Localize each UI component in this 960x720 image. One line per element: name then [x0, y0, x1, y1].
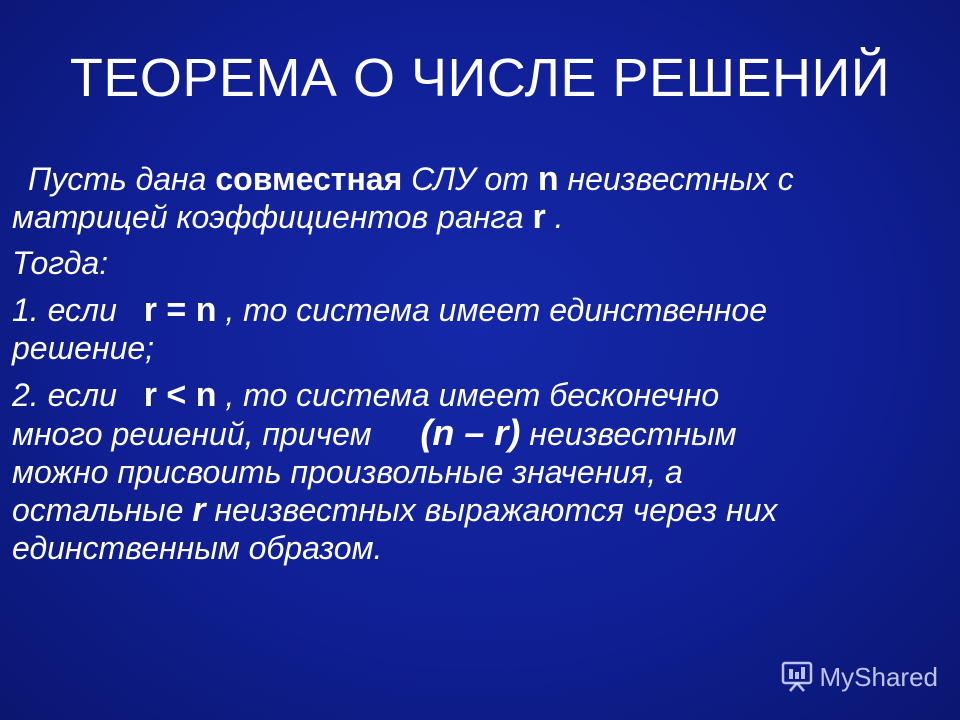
case2-text-4: можно присвоить произвольные значения, а: [12, 454, 683, 490]
intro-text-4: матрицей коэффициентов ранга: [12, 199, 533, 235]
case1-text: , то система имеет единственное: [216, 292, 767, 328]
intro-symbol-n: n: [537, 160, 559, 198]
intro-text-2: СЛУ от: [402, 161, 538, 197]
case2-text: , то система имеет бесконечно: [216, 377, 720, 413]
case2-text-5: остальные: [12, 492, 193, 528]
case1-text-2: решение;: [12, 330, 155, 366]
case1-paragraph: [12, 291, 942, 367]
case2-text-7: единственным образом.: [12, 530, 383, 566]
watermark-text: MyShared: [819, 661, 938, 692]
case2-paragraph: [12, 376, 942, 567]
case2-expression: (n – r): [420, 412, 521, 453]
then-paragraph: Тогда:: [12, 245, 109, 281]
case2-condition: r < n: [143, 376, 217, 414]
watermark-logo: [780, 660, 939, 694]
case1-prefix: 1. если: [12, 292, 126, 328]
intro-paragraph: [12, 160, 942, 236]
intro-text-5: .: [545, 199, 564, 235]
intro-text-3: неизвестных с: [558, 161, 794, 197]
intro-symbol-r: r: [532, 198, 546, 236]
case2-text-2: много решений, причем: [12, 416, 381, 452]
case1-condition: r = n: [143, 291, 217, 329]
case2-prefix: 2. если: [12, 377, 126, 413]
slide-body: [12, 160, 942, 567]
case2-text-3: неизвестным: [520, 416, 737, 452]
presentation-icon: [780, 661, 814, 693]
intro-text-1: Пусть дана: [28, 161, 216, 197]
intro-bold-compatible: совместная: [215, 161, 403, 197]
slide-title: ТЕОРЕМА О ЧИСЛЕ РЕШЕНИЙ: [69, 48, 891, 108]
case2-text-6: неизвестных выражаются через них: [205, 492, 778, 528]
case2-symbol-r: r: [192, 491, 206, 529]
